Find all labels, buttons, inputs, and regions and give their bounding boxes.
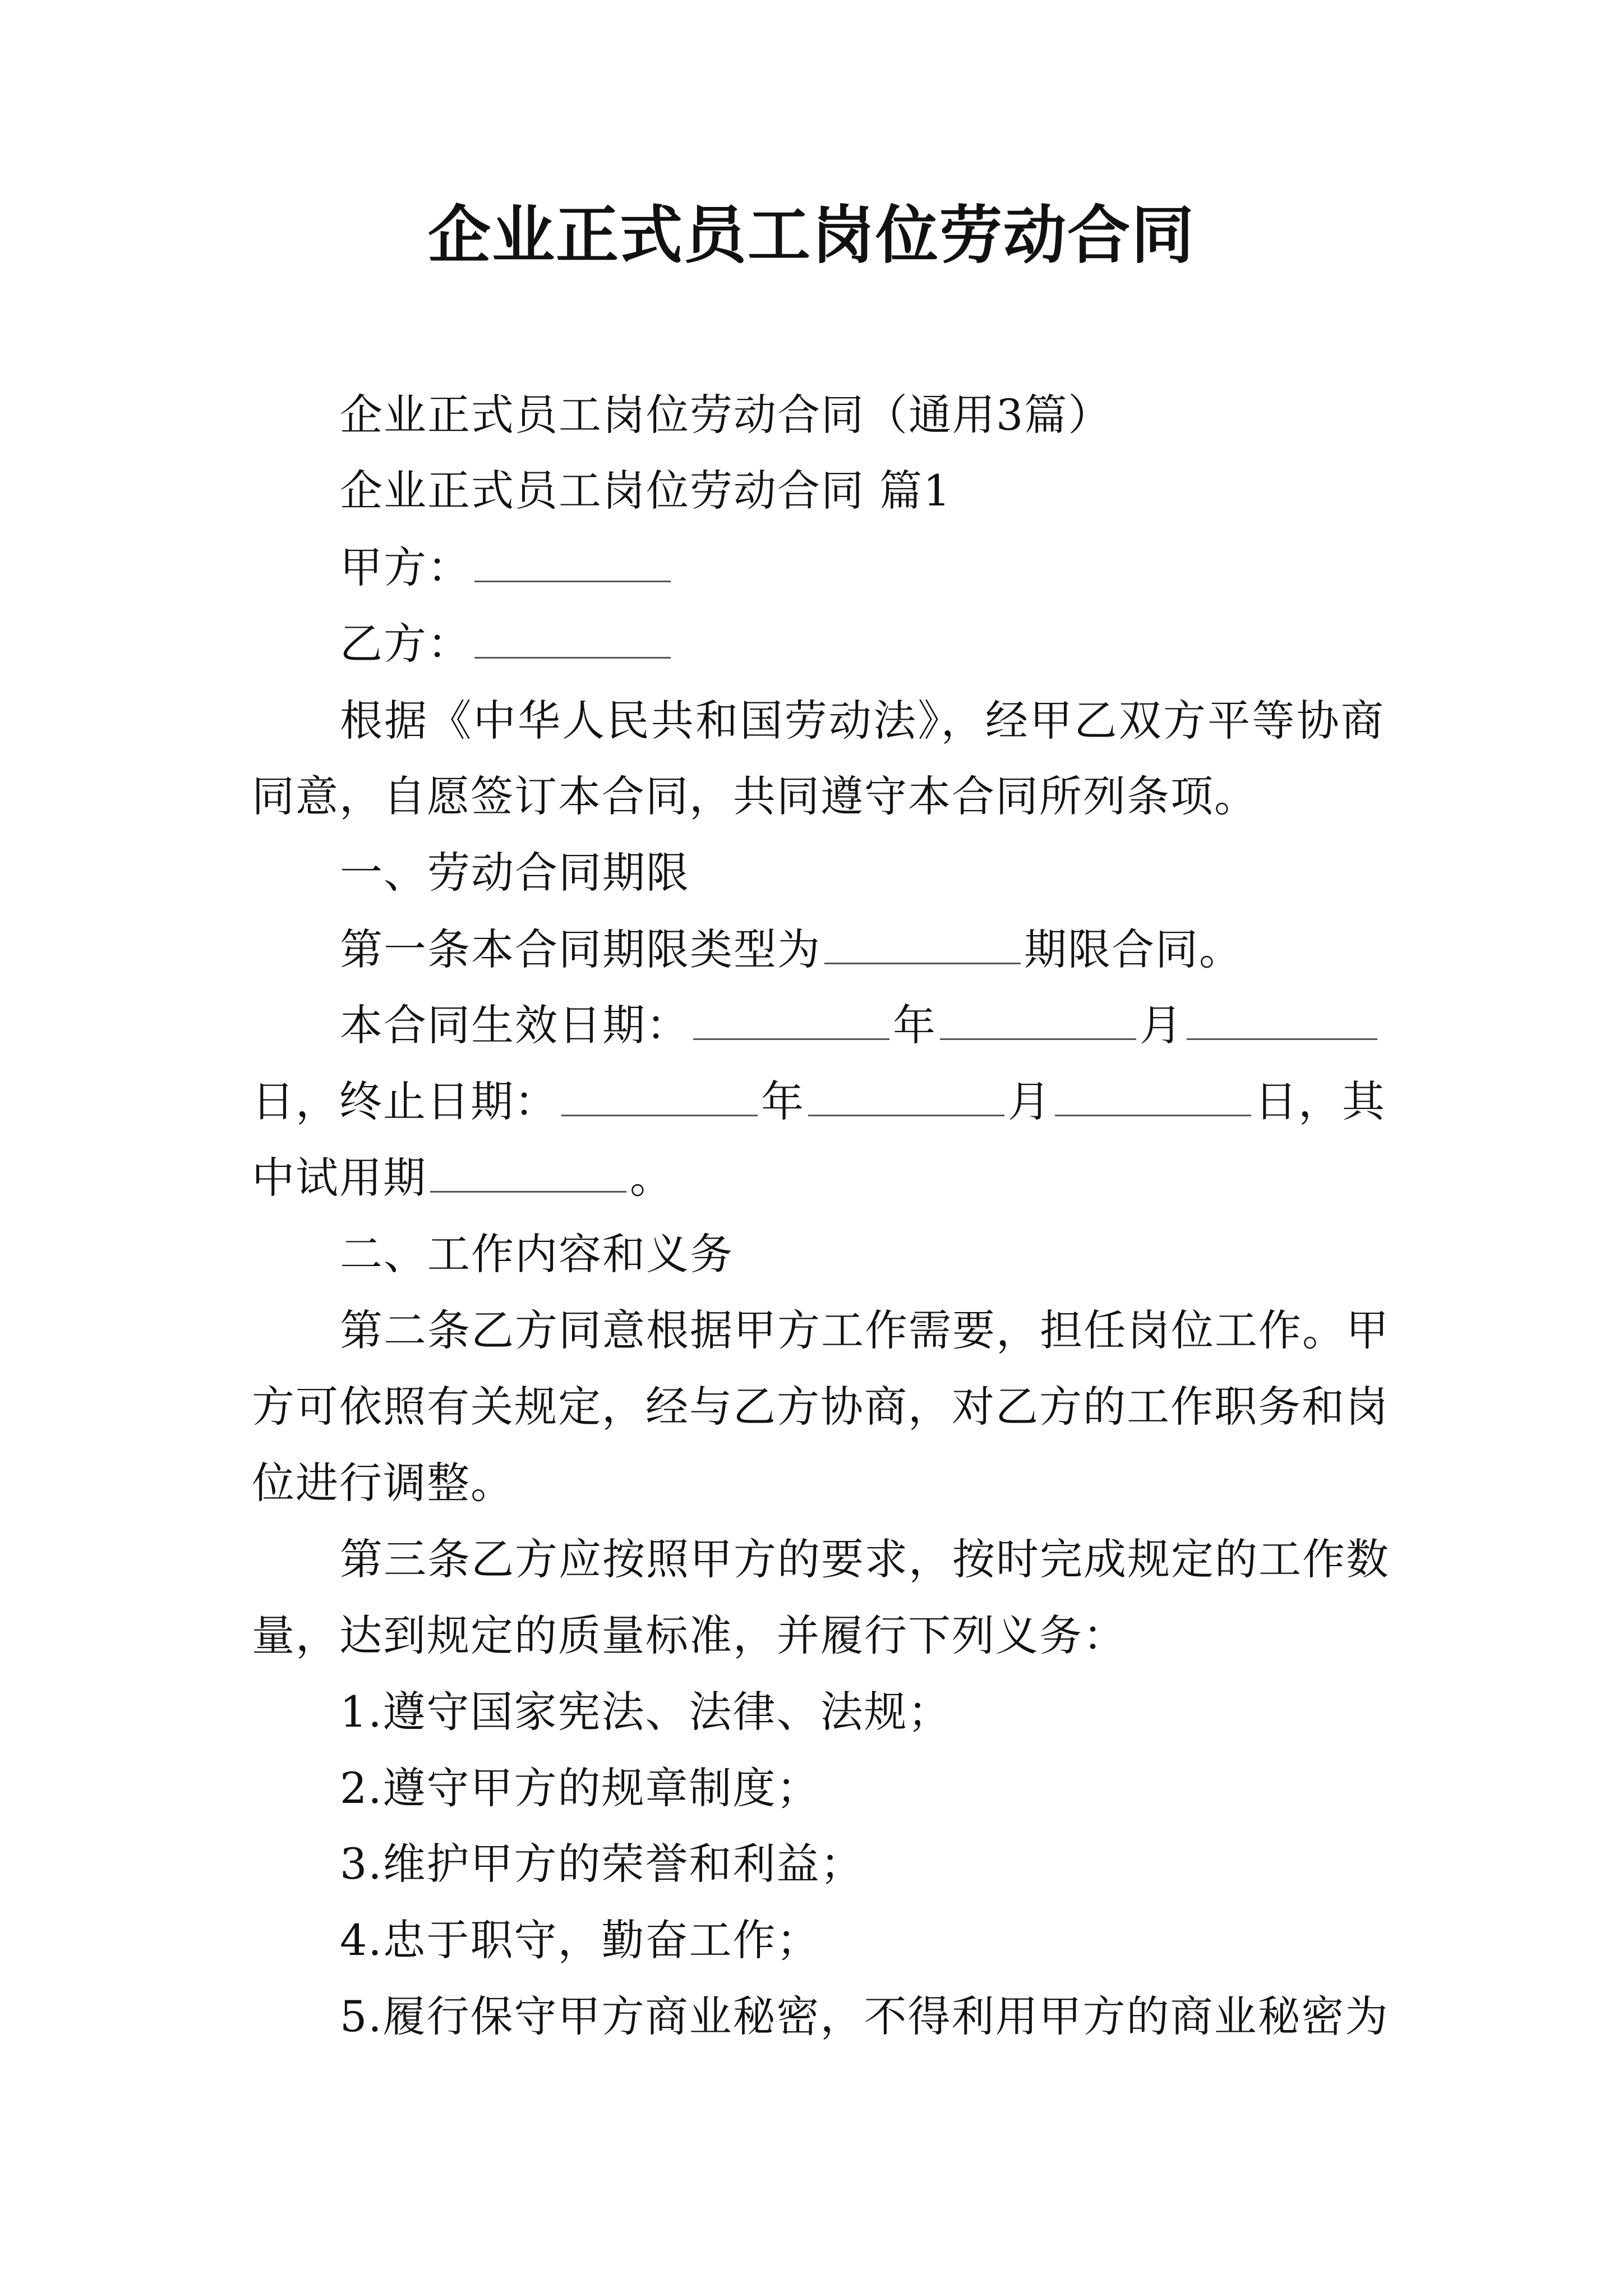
probation-line	[252, 1150, 1385, 1206]
probation-blank	[430, 1190, 626, 1193]
party-b-blank	[474, 656, 671, 659]
party-b-label: 乙方：	[340, 619, 471, 669]
document-title: 企业正式员工岗位劳动合同	[428, 199, 1195, 272]
article-1-line	[340, 922, 1385, 978]
year-label: 年	[761, 1076, 805, 1126]
article-1-prefix: 第一条本合同期限类型为	[340, 924, 821, 974]
section-2-heading: 二、工作内容和义务	[340, 1229, 734, 1279]
termination-date-label: 日，终止日期：	[252, 1076, 558, 1126]
termination-year-blank	[561, 1114, 758, 1116]
party-a-line	[340, 540, 1385, 596]
month-label: 月	[1008, 1076, 1052, 1126]
party-b-line	[340, 616, 1385, 672]
duty-item: 3.维护甲方的荣誉和利益；	[340, 1839, 864, 1889]
duty-item: 4.忠于职守，勤奋工作；	[340, 1915, 820, 1965]
month-label: 月	[1140, 1000, 1183, 1050]
contract-type-blank	[824, 962, 1021, 964]
day-label: 日，其	[1255, 1076, 1386, 1126]
article-3-line-2: 量，达到规定的质量标准，并履行下列义务：	[252, 1611, 1127, 1660]
effective-date-line	[340, 997, 1385, 1053]
article-3-line-1: 第三条乙方应按照甲方的要求，按时完成规定的工作数	[340, 1534, 1390, 1584]
section-1-heading: 一、劳动合同期限	[340, 848, 690, 898]
duty-item: 1.遵守国家宪法、法律、法规；	[340, 1687, 952, 1737]
termination-month-blank	[808, 1114, 1004, 1116]
probation-suffix: 。	[630, 1153, 674, 1203]
article-2-line-2: 方可依照有关规定，经与乙方协商，对乙方的工作职务和岗	[252, 1382, 1389, 1432]
intro-line-1: 根据《中华人民共和国劳动法》，经甲乙双方平等协商	[340, 696, 1385, 746]
part-heading: 企业正式员工岗位劳动合同 篇1	[340, 466, 952, 516]
effective-year-blank	[693, 1038, 889, 1040]
article-1-suffix: 期限合同。	[1024, 924, 1243, 974]
termination-date-line	[252, 1074, 1385, 1130]
duty-item: 5.履行保守甲方商业秘密，不得利用甲方的商业秘密为	[340, 1991, 1389, 2041]
party-a-label: 甲方：	[340, 542, 471, 592]
year-label: 年	[893, 1000, 937, 1050]
effective-date-label: 本合同生效日期：	[340, 1000, 690, 1050]
termination-day-blank	[1055, 1114, 1251, 1116]
subtitle: 企业正式员工岗位劳动合同（通用3篇）	[340, 390, 1112, 440]
party-a-blank	[474, 580, 671, 582]
effective-day-blank	[1187, 1038, 1377, 1040]
article-2-line-3: 位进行调整。	[252, 1458, 514, 1508]
duty-item: 2.遵守甲方的规章制度；	[340, 1763, 820, 1813]
intro-line-2: 同意，自愿签订本合同，共同遵守本合同所列条项。	[252, 771, 1258, 821]
article-2-line-1: 第二条乙方同意根据甲方工作需要，担任岗位工作。甲	[340, 1305, 1390, 1355]
effective-month-blank	[940, 1038, 1136, 1040]
probation-prefix: 中试用期	[252, 1153, 427, 1203]
